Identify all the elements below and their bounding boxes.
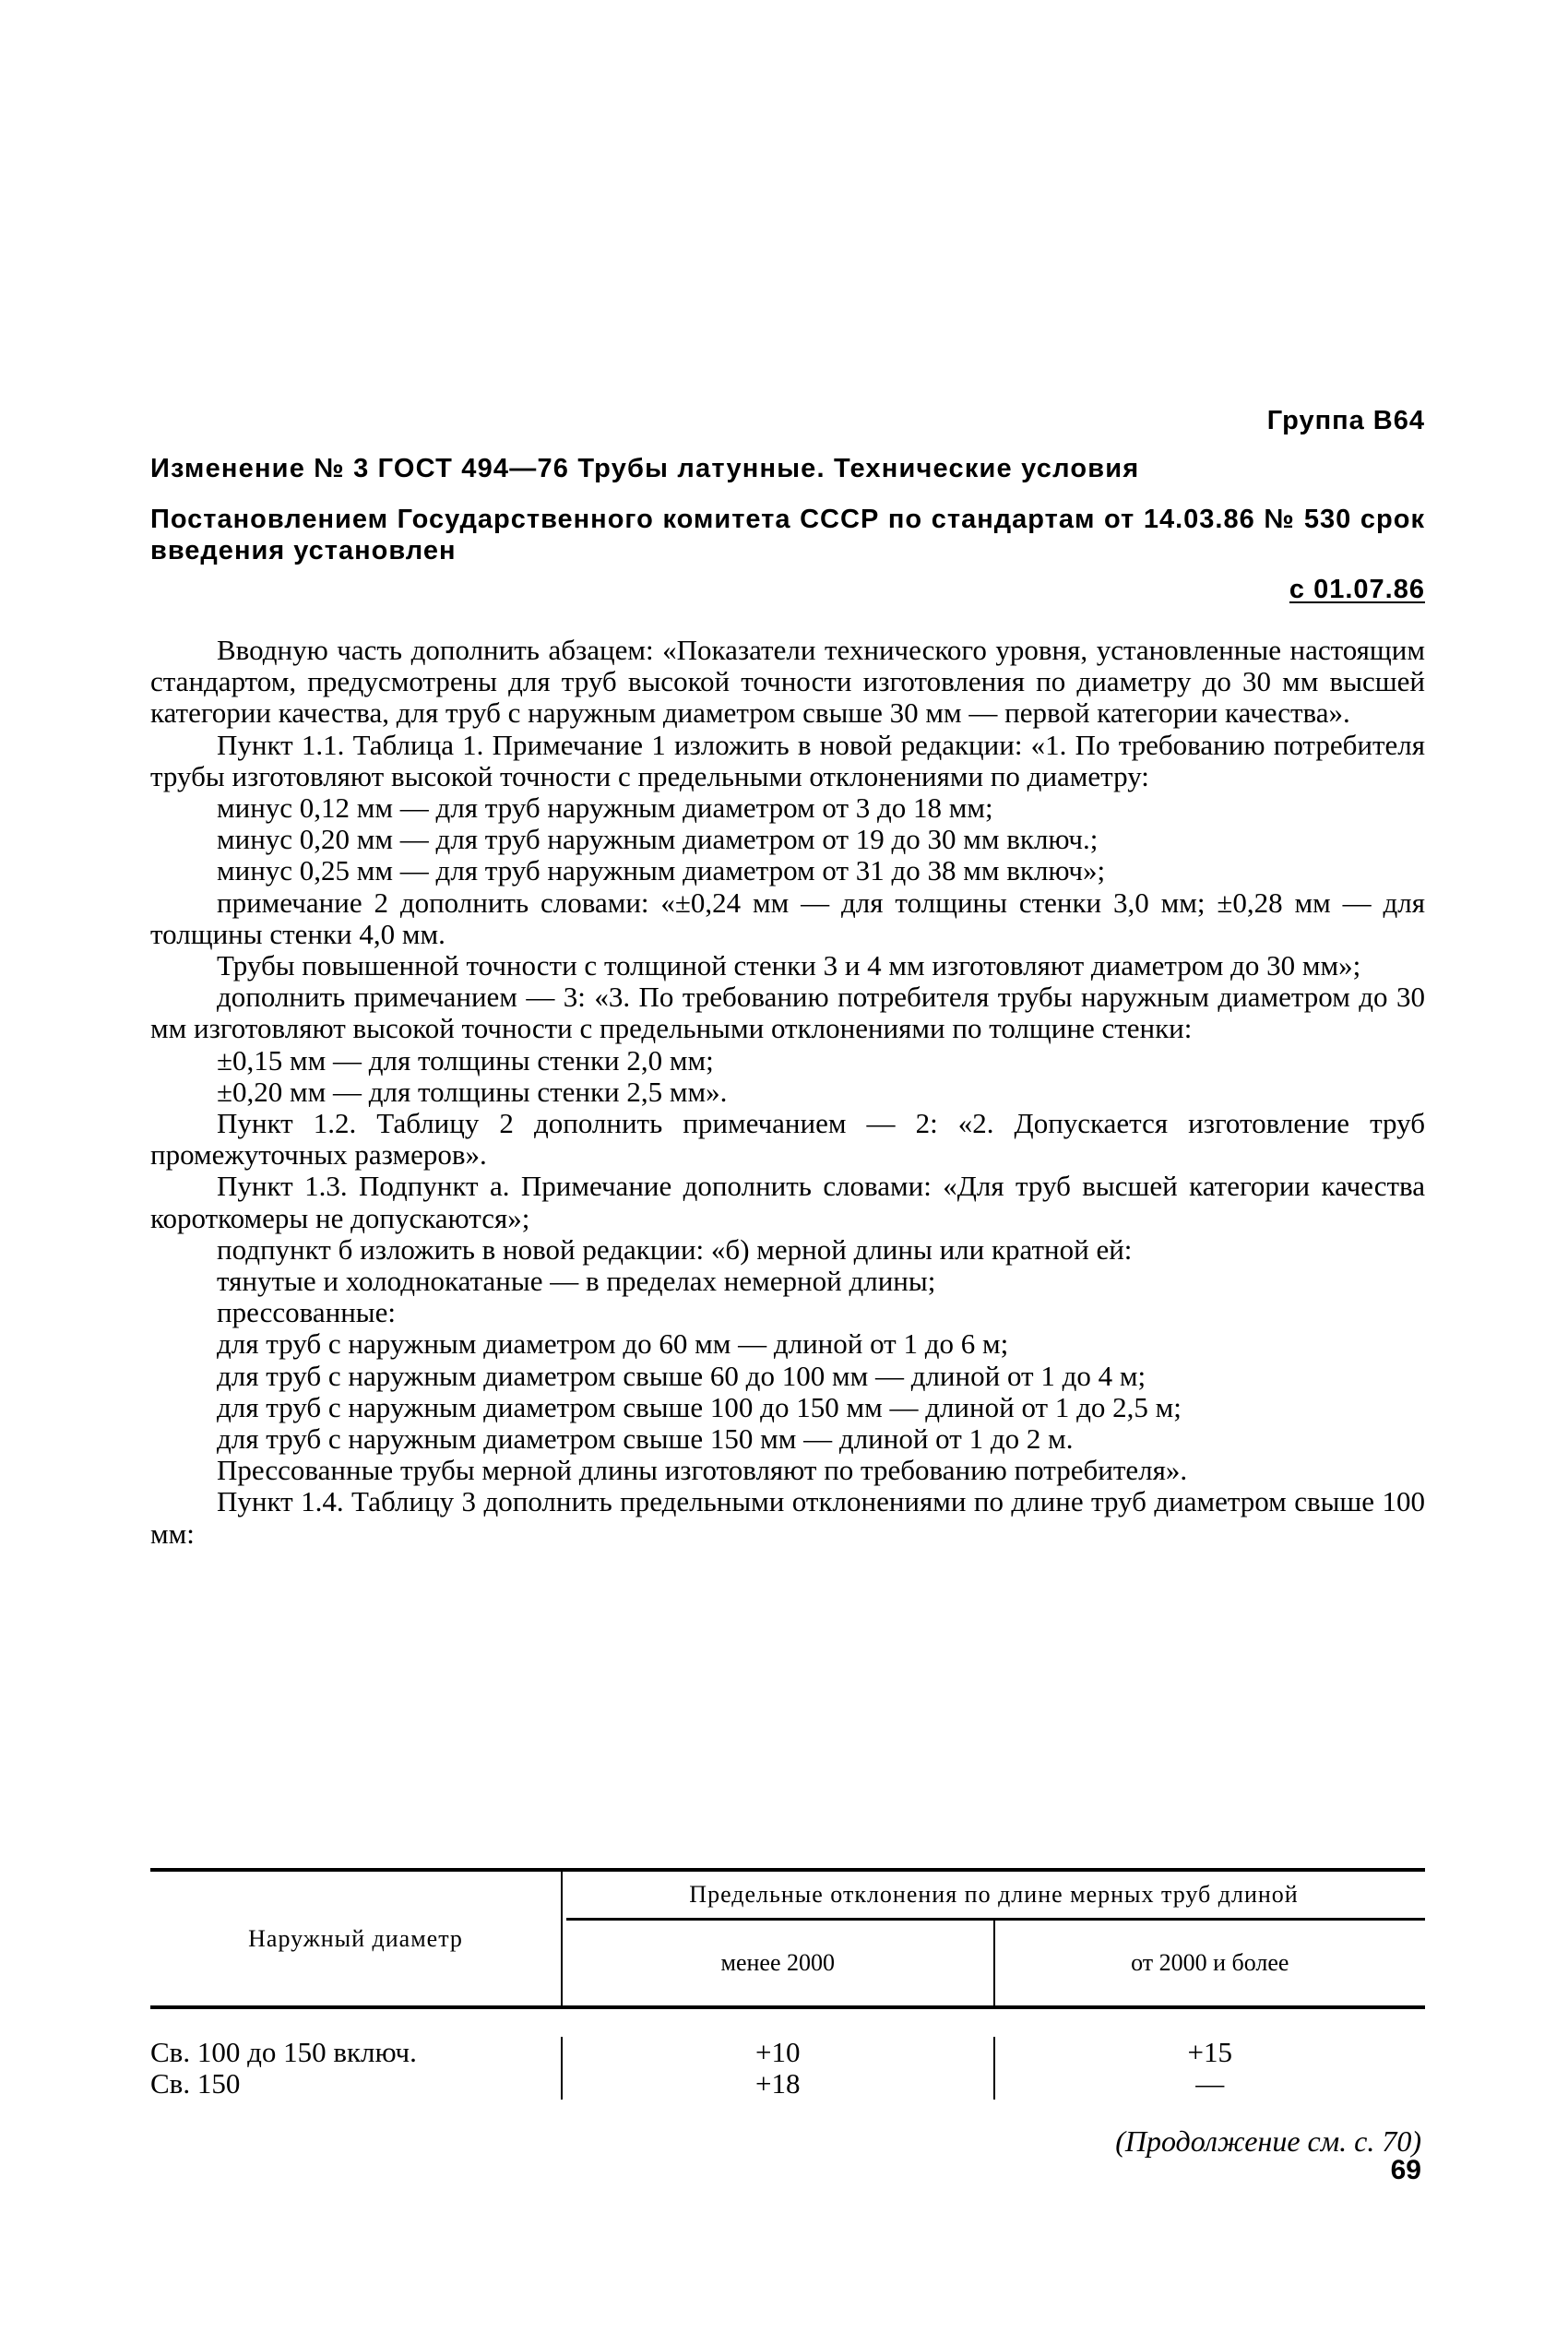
paragraph: Прессованные трубы мерной длины изготовляют по требованию потребителя». bbox=[217, 1454, 1188, 1487]
paragraph: ±0,15 мм — для толщины стенки 2,0 мм; bbox=[217, 1043, 714, 1077]
paragraph: для труб с наружным диаметром свыше 100 до 150 мм — длиной от 1 до 2,5 м; bbox=[217, 1390, 1182, 1423]
paragraph: Трубы повышенной точности с толщиной стенки 3 и 4 мм изготовляют диаметром до 30 мм»; bbox=[217, 949, 1361, 982]
table-body bbox=[150, 2009, 1425, 2105]
paragraph: Пункт 1.4. Таблицу 3 дополнить предельными отклонениями по длине труб диаметром свыше 100 мм: bbox=[150, 1485, 1425, 1550]
paragraph: для труб с наружным диаметром свыше 60 до 100 мм — длиной от 1 до 4 м; bbox=[217, 1359, 1146, 1392]
decree-text: Постановлением Государственного комитета СССР по стандартам от 14.03.86 № 530 срок введения установлен bbox=[150, 505, 1425, 565]
document-body bbox=[150, 635, 1425, 1550]
paragraph: тянутые и холоднокатаные — в пределах немерной длины; bbox=[217, 1265, 936, 1298]
paragraph: Пункт 1.3. Подпункт а. Примечание дополнить словами: «Для труб высшей категории качества короткомеры не допускаются»; bbox=[150, 1170, 1425, 1234]
paragraph: минус 0,25 мм — для труб наружным диаметром от 31 до 38 мм включ»; bbox=[217, 854, 1106, 887]
paragraph: Вводную часть дополнить абзацем: «Показатели технического уровня, установленные настоящим стандартом, предусмотрены для труб высокой точности изготовления по диаметру до 30 мм высшей категории качества, для труб с наружным диаметром свыше 30 мм — первой категории качества». bbox=[150, 634, 1425, 730]
table-cell-diameter: Св. 150 bbox=[150, 2067, 241, 2100]
paragraph: для труб с наружным диаметром свыше 150 мм — длиной от 1 до 2 м. bbox=[217, 1422, 1074, 1456]
header-deviation-group: Предельные отклонения по длине мерных труб длиной bbox=[689, 1881, 1299, 1908]
group-code: Группа В64 bbox=[1266, 406, 1425, 435]
document-title: Изменение № 3 ГОСТ 494—76 Трубы латунные. Технические условия bbox=[150, 454, 1140, 483]
paragraph: минус 0,20 мм — для труб наружным диаметром от 19 до 30 мм включ.; bbox=[217, 823, 1099, 856]
table-header bbox=[150, 1872, 1425, 2005]
table-cell-less-2000: +10 bbox=[755, 2036, 801, 2068]
table-cell-diameter: Св. 100 до 150 включ. bbox=[150, 2036, 417, 2068]
length-deviation-table bbox=[150, 1868, 1425, 2105]
paragraph: Пункт 1.1. Таблица 1. Примечание 1 изложить в новой редакции: «1. По требованию потребителя трубы изготовляют высокой точности с предельными отклонениями по диаметру: bbox=[150, 728, 1425, 792]
header-2000-more: от 2000 и более bbox=[1131, 1949, 1289, 1976]
paragraph: ±0,20 мм — для толщины стенки 2,5 мм». bbox=[217, 1075, 728, 1108]
header-less-2000: менее 2000 bbox=[563, 1921, 995, 2005]
paragraph: дополнить примечанием — 3: «3. По требованию потребителя трубы наружным диаметром до 30 мм изготовляют высокой точности с предельными отклонениями по толщине стенки: bbox=[150, 981, 1425, 1045]
table-cell-2000-more: +15 bbox=[1187, 2036, 1232, 2068]
paragraph: подпункт б изложить в новой редакции: «б) мерной длины или кратной ей: bbox=[217, 1232, 1133, 1266]
effective-date: с 01.07.86 bbox=[1289, 575, 1425, 604]
paragraph: минус 0,12 мм — для труб наружным диаметром от 3 до 18 мм; bbox=[217, 791, 993, 825]
paragraph: Пункт 1.2. Таблицу 2 дополнить примечанием — 2: «2. Допускается изготовление труб промежуточных размеров». bbox=[150, 1107, 1425, 1172]
paragraph: для труб с наружным диаметром до 60 мм — длиной от 1 до 6 м; bbox=[217, 1327, 1009, 1361]
continuation-note: (Продолжение см. с. 70) bbox=[1115, 2124, 1421, 2158]
table-cell-2000-more: — bbox=[1195, 2067, 1225, 2100]
page-number: 69 bbox=[1390, 2155, 1421, 2185]
paragraph: прессованные: bbox=[217, 1296, 397, 1329]
paragraph: примечание 2 дополнить словами: «±0,24 мм — для толщины стенки 3,0 мм; ±0,28 мм — для толщины стенки 4,0 мм. bbox=[150, 886, 1425, 950]
header-outer-diameter: Наружный диаметр bbox=[150, 1872, 563, 2005]
table-cell-less-2000: +18 bbox=[755, 2067, 801, 2100]
